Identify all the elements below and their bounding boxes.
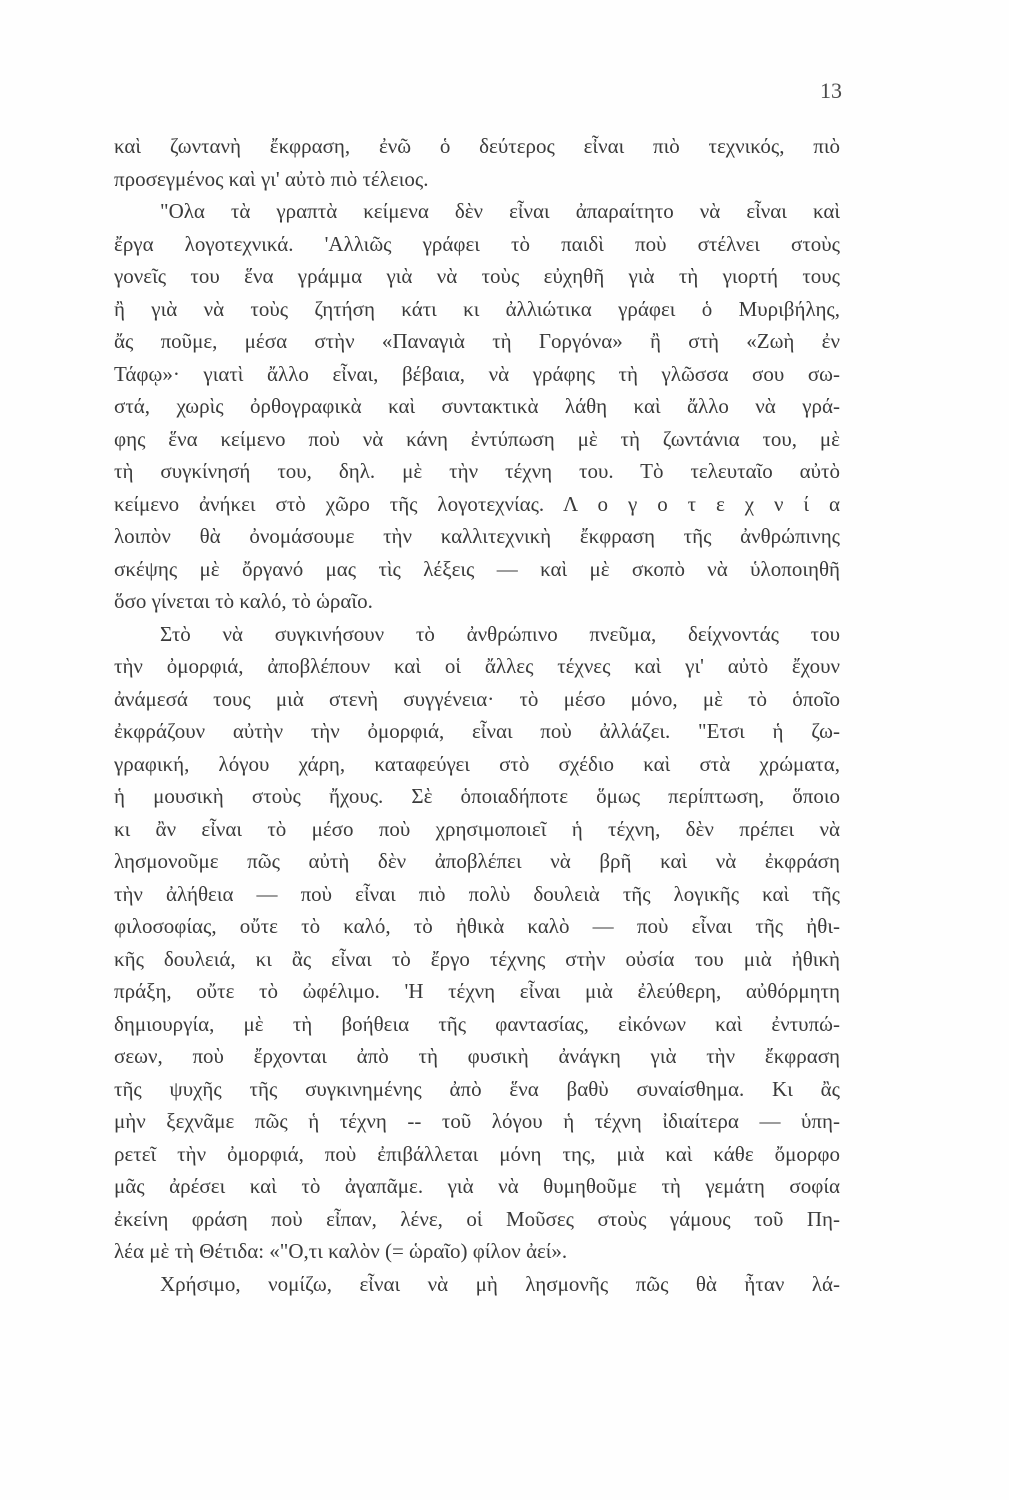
text-line: ἄς ποῦμε, μέσα στὴν «Παναγιὰ τὴ Γοργόνα» ἢ στὴ «Ζωὴ ἐν — [114, 329, 840, 353]
text-line: γονεῖς του ἕνα γράμμα γιὰ νὰ τοὺς εὐχηθῆ γιὰ τὴ γιορτή τους — [114, 264, 840, 288]
text-line: προσεγμένος καὶ γι' αὐτὸ πιὸ τέλειος. — [114, 166, 429, 191]
text-line: λησμονοῦμε πῶς αὐτὴ δὲν ἀποβλέπει νὰ βρῆ καὶ νὰ ἐκφράση — [114, 849, 840, 873]
text-line: πράξη, οὔτε τὸ ὠφέλιμο. 'Η τέχνη εἶναι μιὰ ἐλεύθερη, αὐθόρμητη — [114, 979, 840, 1003]
text-line: μᾶς ἀρέσει καὶ τὸ ἀγαπᾶμε. γιὰ νὰ θυμηθοῦμε τὴ γεμάτη σοφία — [114, 1174, 840, 1198]
text-line: λοιπὸν θὰ ὀνομάσουμε τὴν καλλιτεχνικὴ ἔκφραση τῆς ἀνθρώπινης — [114, 524, 840, 548]
text-line: κι ἂν εἶναι τὸ μέσο ποὺ χρησιμοποιεῖ ἡ τέχνη, δὲν πρέπει νὰ — [114, 816, 840, 841]
text-line: μὴν ξεχνᾶμε πῶς ἡ τέχνη -- τοῦ λόγου ἡ τέχνη ἰδιαίτερα — ὑπη- — [114, 1109, 840, 1133]
text-line: ρετεῖ τὴν ὀμορφιά, ποὺ ἐπιβάλλεται μόνη της, μιὰ καὶ κάθε ὄμορφο — [114, 1141, 840, 1166]
text-line: λέα μὲ τὴ Θέτιδα: «"Ο,τι καλὸν (= ὡραῖο) φίλον ἀεί». — [114, 1239, 568, 1263]
text-line: στά, χωρὶς ὀρθογραφικὰ καὶ συντακτικὰ λάθη καὶ ἄλλο νὰ γρά- — [114, 394, 840, 418]
text-line: ἢ γιὰ νὰ τοὺς ζητήση κάτι κι ἀλλιώτικα γράφει ὁ Μυριβήλης, — [114, 296, 840, 321]
text-line: δημιουργία, μὲ τὴ βοήθεια τῆς φαντασίας, εἰκόνων καὶ ἐντυπώ- — [114, 1011, 840, 1036]
text-line: κείμενο ἀνήκει στὸ χῶρο τῆς λογοτεχνίας. Λ ο γ ο τ ε χ ν ί α — [114, 491, 840, 516]
text-line: ἐκφράζουν αὐτὴν τὴν ὀμορφιά, εἶναι ποὺ ἀλλάζει. "Ετσι ἡ ζω- — [114, 719, 840, 743]
text-line: "Ολα τὰ γραπτὰ κείμενα δὲν εἶναι ἀπαραίτητο νὰ εἶναι καὶ — [160, 199, 840, 223]
text-line: τῆς ψυχῆς τῆς συγκινημένης ἀπὸ ἕνα βαθὺ συναίσθημα. Κι ἂς — [114, 1076, 840, 1101]
text-line: καὶ ζωντανὴ ἔκφραση, ἐνῶ ὁ δεύτερος εἶναι πιὸ τεχνικός, πιὸ — [114, 134, 840, 158]
text-line: φιλοσοφίας, οὔτε τὸ καλό, τὸ ἠθικὰ καλὸ — ποὺ εἶναι τῆς ἠθι- — [114, 914, 840, 938]
text-line: κῆς δουλειά, κι ἂς εἶναι τὸ ἔργο τέχνης στὴν οὐσία του μιὰ ἠθικὴ — [114, 946, 840, 971]
text-line: τὴν ὀμορφιά, ἀποβλέπουν καὶ οἱ ἄλλες τέχνες καὶ γι' αὐτὸ ἔχουν — [114, 654, 840, 678]
text-line: ἀνάμεσά τους μιὰ στενὴ συγγένεια· τὸ μέσο μόνο, μὲ τὸ ὁποῖο — [114, 686, 840, 711]
text-line: φης ἕνα κείμενο ποὺ νὰ κάνη ἐντύπωση μὲ τὴ ζωντάνια του, μὲ — [114, 426, 840, 451]
text-line: τὴ συγκίνησή του, δηλ. μὲ τὴν τέχνη του. Τὸ τελευταῖο αὐτὸ — [114, 459, 840, 483]
page-number: 13 — [820, 78, 842, 103]
body-text — [114, 130, 840, 1300]
text-line: ὅσο γίνεται τὸ καλό, τὸ ὡραῖο. — [114, 589, 373, 613]
text-line: σκέψης μὲ ὄργανό μας τὶς λέξεις — καὶ μὲ σκοπὸ νὰ ὑλοποιηθῆ — [114, 556, 840, 581]
text-line: τὴν ἀλήθεια — ποὺ εἶναι πιὸ πολὺ δουλειὰ τῆς λογικῆς καὶ τῆς — [114, 881, 840, 906]
text-line: Τάφῳ»· γιατὶ ἄλλο εἶναι, βέβαια, νὰ γράφης τὴ γλῶσσα σου σω- — [114, 361, 840, 386]
text-line: Χρήσιμο, νομίζω, εἶναι νὰ μὴ λησμονῆς πῶς θὰ ἦταν λά- — [160, 1271, 840, 1296]
text-line: ἐκείνη φράση ποὺ εἶπαν, λένε, οἱ Μοῦσες στοὺς γάμους τοῦ Πη- — [114, 1206, 840, 1231]
text-line: Στὸ νὰ συγκινήσουν τὸ ἀνθρώπινο πνεῦμα, δείχνοντάς του — [160, 621, 840, 646]
text-line: ἔργα λογοτεχνικά. 'Αλλιῶς γράφει τὸ παιδὶ ποὺ στέλνει στοὺς — [114, 231, 840, 256]
text-line: γραφική, λόγου χάρη, καταφεύγει στὸ σχέδιο καὶ στὰ χρώματα, — [114, 751, 840, 776]
text-line: ἡ μουσικὴ στοὺς ἤχους. Σὲ ὁποιαδήποτε ὅμως περίπτωση, ὅποιο — [114, 784, 840, 808]
text-line: σεων, ποὺ ἔρχονται ἀπὸ τὴ φυσικὴ ἀνάγκη γιὰ τὴν ἔκφραση — [114, 1044, 840, 1068]
